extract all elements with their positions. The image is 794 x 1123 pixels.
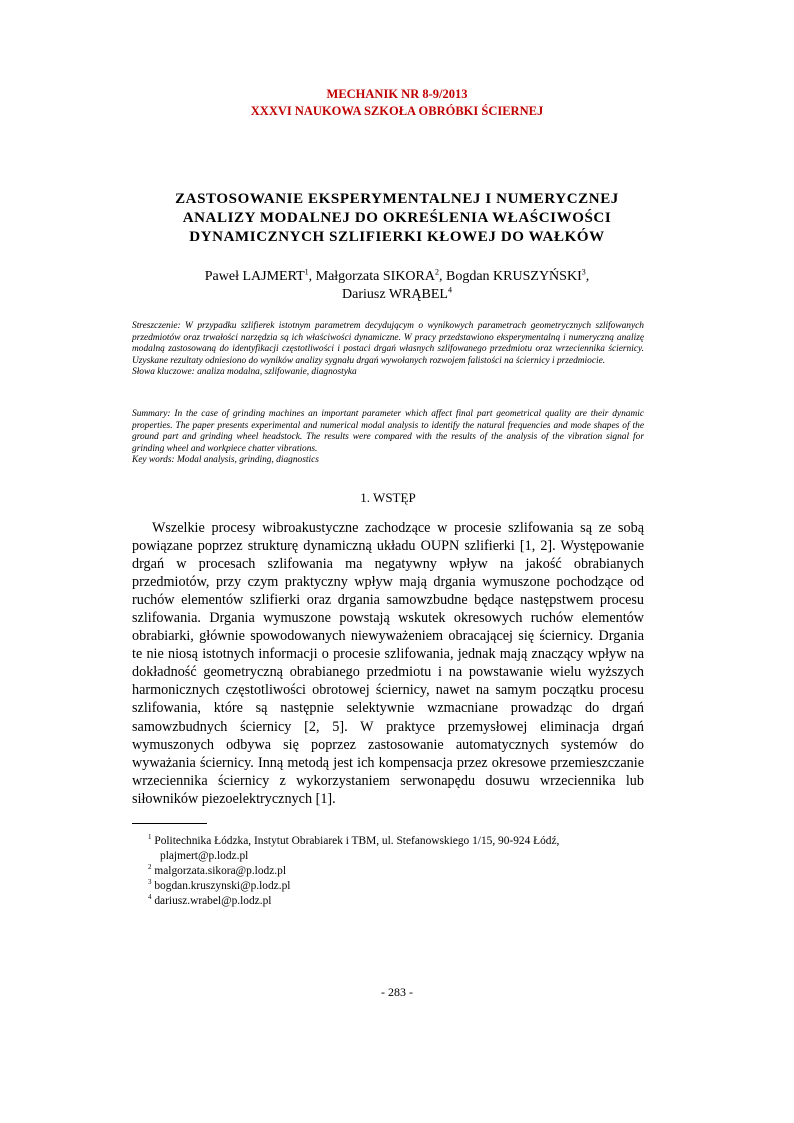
footnote-text: dariusz.wrabel@p.lodz.pl	[154, 895, 272, 907]
footnote-separator	[132, 823, 207, 824]
title-line-2: ANALIZY MODALNEJ DO OKREŚLENIA WŁAŚCIWOŚCI	[182, 210, 612, 226]
page-number: - 283 -	[381, 985, 413, 999]
footnote-continuation: plajmert@p.lodz.pl	[160, 850, 249, 862]
author-affiliation-mark: 2	[435, 267, 439, 277]
title-line-1: ZASTOSOWANIE EKSPERYMENTALNEJ I NUMERYCZNEJ	[175, 191, 619, 207]
author-list: Paweł LAJMERT$^1$, Małgorzata SIKORA$^2$, Bogdan KRUSZYŃSKI$^3$, Dariusz WRĄBEL$^4$	[204, 267, 590, 302]
journal-issue: MECHANIK NR 8-9/2013	[326, 87, 468, 101]
body-paragraph: Wszelkie procesy wibroakustyczne zachodzące w procesie szlifowania są ze sobą powiązane poprzez strukturę dynamiczną układu OUPN szlifierki [1, 2]. Występowanie drgań w procesach szlifowania ma negatywny wpływ na jakość obrabianych przedmiotów, przy czym praktyczny wpływ mają drgania wymuszone pochodzące od ruchów elementów szlifierki oraz drgania samowzbudne będące następstwem procesu szlifowania. Drgania wymuszone powstają wskutek okresowych ruchów elementów obrabiarki, głównie spowodowanych niewyważeniem obracającej się ściernicy. Drgania te nie niosą istotnych informacji o procesie szlifowania, jednak mają znaczący wpływ na dokładność geometryczną obrabianego przedmiotu i na powstawanie wielu wyższych harmonicznych częstotliwości obrotowej ściernicy, nawet na samym początku procesu szlifowania, które są następnie selektywnie wzmacniane prowadząc do drgań samowzbudnych ściernicy [2, 5]. W praktyce przemysłowej eliminacja drgań wymuszonych odbywa się poprzez zastosowanie automatycznych systemów do wyważania ściernicy. Inną metodą jest ich kompensacja przez okresowe przemieszczanie wrzeciennika ściernicy z wykorzystaniem serwonapędu dosuwu wrzeciennika lub siłowników piezoelektrycznych [1].	[132, 520, 644, 807]
author-name: Małgorzata SIKORA	[315, 269, 435, 284]
abstract-text: Streszczenie: W przypadku szlifierek istotnym parametrem decydującym o wynikowych parametrach geometrycznych szlifowanych przedmiotów oraz trwałości narzędzia są ich właściwości dynamiczne. W pracy przedstawiono eksperymentalną i numeryczną analizę modalną zastosowaną do identyfikacji częstotliwości i postaci drgań własnych szlifowanego przedmiotu oraz wrzeciennika ściernicy. Uzyskane rezultaty odniesiono do wyników analizy sygnału drgań wywołanych rozwojem falistości na ściernicy i przedmiocie.	[132, 321, 644, 366]
footnote	[148, 894, 644, 909]
paper-title	[120, 190, 674, 247]
keywords: Słowa kluczowe: analiza modalna, szlifowanie, diagnostyka	[132, 367, 357, 378]
author-affiliation-mark: 4	[447, 285, 452, 295]
footnote-number: 2	[148, 863, 152, 872]
footnote-number: 4	[148, 893, 152, 902]
footnote	[148, 834, 644, 849]
footnote-number: 1	[148, 833, 152, 842]
journal-header	[0, 86, 794, 120]
author-name: Bogdan KRUSZYŃSKI	[446, 269, 582, 284]
abstract-polish	[132, 321, 644, 379]
abstract-text: Summary: In the case of grinding machines an important parameter which affect final part geometrical quality are their dynamic properties. The paper presents experimental and numerical modal analysis to identify the natural frequencies and mode shapes of the ground part and grinding wheel headstock. The results were compared with the results of the analysis of the vibration signal for grinding wheel and workpiece chatter vibrations.	[132, 409, 644, 454]
keywords: Key words: Modal analysis, grinding, diagnostics	[132, 455, 319, 466]
title-line-3: DYNAMICZNYCH SZLIFIERKI KŁOWEJ DO WAŁKÓW	[189, 229, 605, 245]
footnote-text: bogdan.kruszynski@p.lodz.pl	[154, 880, 291, 892]
section-heading: 1. WSTĘP	[360, 490, 416, 505]
conference-name: XXXVI NAUKOWA SZKOŁA OBRÓBKI ŚCIERNEJ	[250, 104, 544, 118]
footnote	[148, 879, 644, 894]
footnote-number: 3	[148, 878, 152, 887]
author-affiliation-mark: 1	[304, 267, 309, 277]
abstract-english	[132, 409, 644, 467]
author-name: Paweł LAJMERT	[204, 269, 305, 284]
footnote-text: Politechnika Łódzka, Instytut Obrabiarek i TBM, ul. Stefanowskiego 1/15, 90-924 Łódź,	[154, 835, 560, 847]
footnote-text: malgorzata.sikora@p.lodz.pl	[154, 865, 286, 877]
footnote	[148, 864, 644, 879]
author-affiliation-mark: 3	[581, 267, 586, 277]
author-name: Dariusz WRĄBEL	[342, 287, 448, 302]
footnotes	[148, 834, 644, 909]
